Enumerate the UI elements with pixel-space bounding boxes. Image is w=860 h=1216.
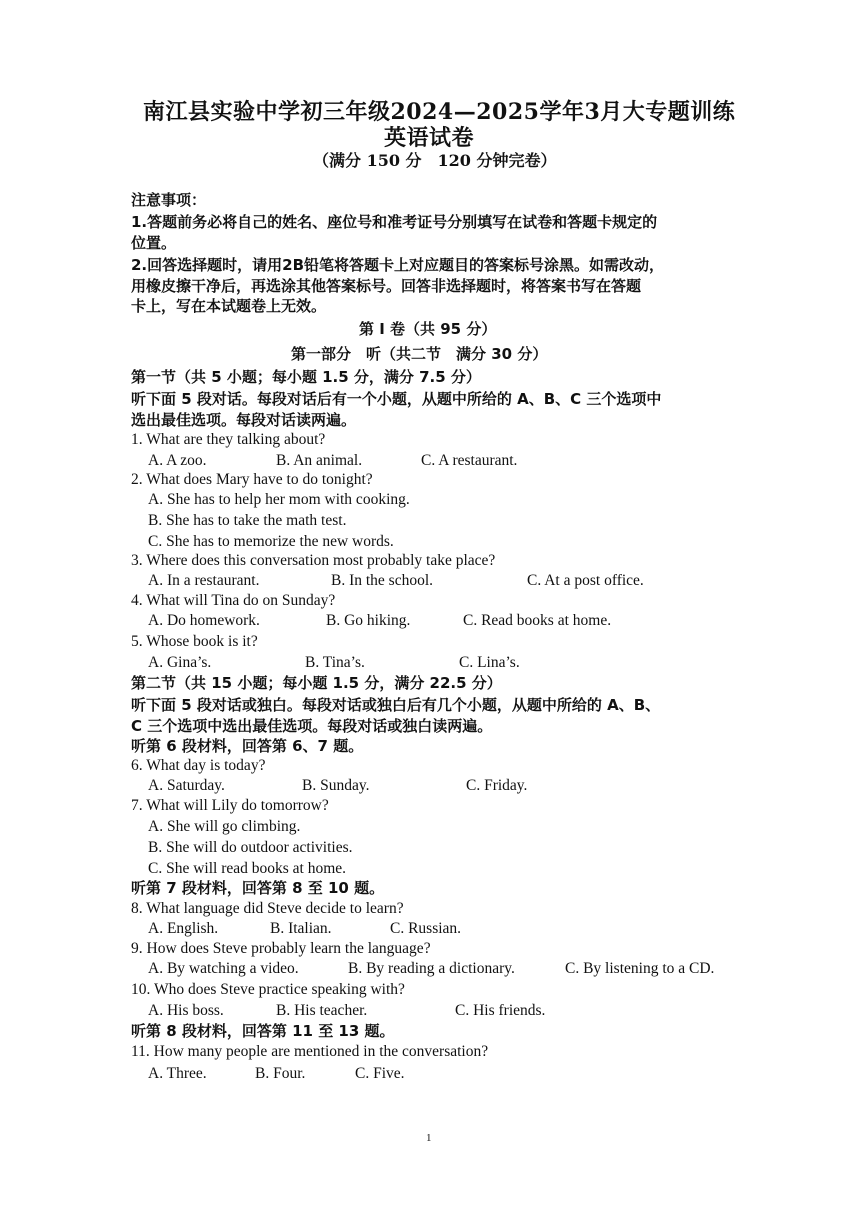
section2-heading: 第二节（共 15 小题；每小题 1.5 分，满分 22.5 分） xyxy=(131,674,502,692)
q8-option-b: B. Italian. xyxy=(270,920,332,937)
q11-stem: 11. How many people are mentioned in the conversation? xyxy=(131,1043,489,1060)
q2-stem: 2. What does Mary have to do tonight? xyxy=(131,471,373,488)
q4-option-b: B. Go hiking. xyxy=(326,612,411,629)
material-8-heading: 听第 8 段材料，回答第 11 至 13 题。 xyxy=(131,1022,395,1040)
section1-heading: 第一节（共 5 小题；每小题 1.5 分，满分 7.5 分） xyxy=(131,368,481,386)
q10-option-b: B. His teacher. xyxy=(276,1002,368,1019)
q8-stem: 8. What language did Steve decide to learn? xyxy=(131,900,404,917)
q9-option-a: A. By watching a video. xyxy=(148,960,299,977)
q6-option-b: B. Sunday. xyxy=(302,777,370,794)
material-6-heading: 听第 6 段材料，回答第 6、7 题。 xyxy=(131,737,364,755)
q4-stem: 4. What will Tina do on Sunday? xyxy=(131,592,336,609)
part-heading: 第一部分 听（共二节 满分 30 分） xyxy=(291,345,548,363)
q11-option-a: A. Three. xyxy=(148,1065,207,1082)
notice-item-1a: 1.答题前务必将自己的姓名、座位号和准考证号分别填写在试卷和答题卡规定的 xyxy=(131,213,658,231)
notice-item-2a: 2.回答选择题时，请用2B铅笔将答题卡上对应题目的答案标号涂黑。如需改动， xyxy=(131,256,665,274)
q6-stem: 6. What day is today? xyxy=(131,757,266,774)
q3-option-b: B. In the school. xyxy=(331,572,434,589)
notice-item-1b: 位置。 xyxy=(131,234,177,252)
q7-stem: 7. What will Lily do tomorrow? xyxy=(131,797,329,814)
q3-stem: 3. Where does this conversation most probably take place? xyxy=(131,552,496,569)
q10-stem: 10. Who does Steve practice speaking with? xyxy=(131,981,405,998)
notice-item-2c: 卡上，写在本试题卷上无效。 xyxy=(131,297,327,315)
material-7-heading: 听第 7 段材料，回答第 8 至 10 题。 xyxy=(131,879,385,897)
q2-option-b: B. She has to take the math test. xyxy=(148,512,347,529)
score-note: （满分 150 分 120 分钟完卷） xyxy=(313,151,557,170)
q7-option-a: A. She will go climbing. xyxy=(148,818,301,835)
q1-option-b: B. An animal. xyxy=(276,452,363,469)
exam-subtitle: 英语试卷 xyxy=(384,125,475,151)
q5-option-b: B. Tina’s. xyxy=(305,654,365,671)
q9-stem: 9. How does Steve probably learn the language? xyxy=(131,940,431,957)
q6-option-a: A. Saturday. xyxy=(148,777,225,794)
q3-option-c: C. At a post office. xyxy=(527,572,644,589)
q4-option-a: A. Do homework. xyxy=(148,612,260,629)
q1-option-c: C. A restaurant. xyxy=(421,452,518,469)
q10-option-a: A. His boss. xyxy=(148,1002,224,1019)
q5-stem: 5. Whose book is it? xyxy=(131,633,258,650)
exam-title: 南江县实验中学初三年级2024—2025学年3月大专题训练 xyxy=(143,99,736,125)
q9-option-b: B. By reading a dictionary. xyxy=(348,960,515,977)
section2-instr-a: 听下面 5 段对话或独白。每段对话或独白后有几个小题，从题中所给的 A、B、 xyxy=(131,696,661,714)
q6-option-c: C. Friday. xyxy=(466,777,528,794)
section1-instr-a: 听下面 5 段对话。每段对话后有一个小题，从题中所给的 A、B、C 三个选项中 xyxy=(131,390,662,408)
notice-item-2b: 用橡皮擦干净后，再选涂其他答案标号。回答非选择题时，将答案书写在答题 xyxy=(131,277,642,295)
q2-option-c: C. She has to memorize the new words. xyxy=(148,533,394,550)
q5-option-c: C. Lina’s. xyxy=(459,654,520,671)
q11-option-b: B. Four. xyxy=(255,1065,306,1082)
q1-stem: 1. What are they talking about? xyxy=(131,431,326,448)
q11-option-c: C. Five. xyxy=(355,1065,405,1082)
q7-option-b: B. She will do outdoor activities. xyxy=(148,839,353,856)
q10-option-c: C. His friends. xyxy=(455,1002,546,1019)
q8-option-c: C. Russian. xyxy=(390,920,462,937)
q9-option-c: C. By listening to a CD. xyxy=(565,960,715,977)
q1-option-a: A. A zoo. xyxy=(148,452,207,469)
q4-option-c: C. Read books at home. xyxy=(463,612,612,629)
q7-option-c: C. She will read books at home. xyxy=(148,860,347,877)
page-number: 1 xyxy=(426,1132,432,1144)
section2-instr-b: C 三个选项中选出最佳选项。每段对话或独白读两遍。 xyxy=(131,717,493,735)
volume-heading: 第 I 卷（共 95 分） xyxy=(359,320,497,338)
q2-option-a: A. She has to help her mom with cooking. xyxy=(148,491,410,508)
q5-option-a: A. Gina’s. xyxy=(148,654,212,671)
q3-option-a: A. In a restaurant. xyxy=(148,572,260,589)
section1-instr-b: 选出最佳选项。每段对话读两遍。 xyxy=(131,411,357,429)
q8-option-a: A. English. xyxy=(148,920,219,937)
notice-heading: 注意事项： xyxy=(131,191,207,209)
